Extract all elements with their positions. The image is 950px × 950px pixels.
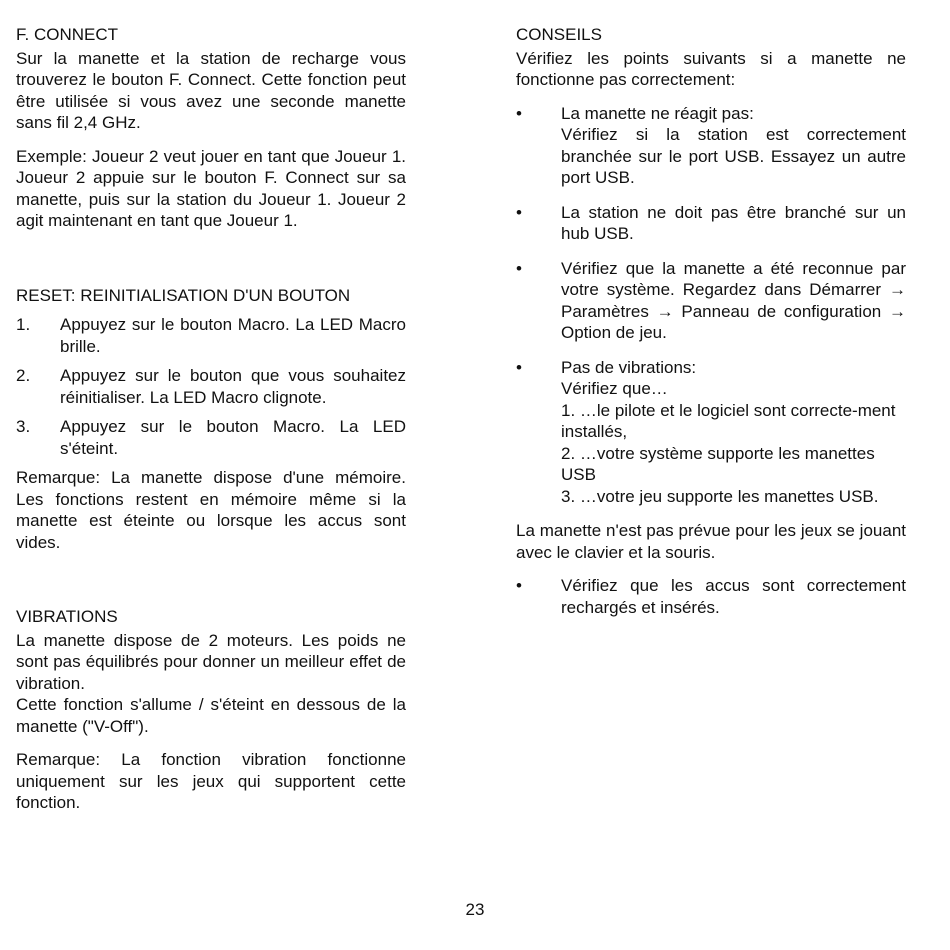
list-item [516,575,906,618]
right-column [516,24,906,631]
list-item [516,202,906,245]
reset-remark: Remarque: La manette dispose d'une mémoire. Les fonctions restent en mémoire même si la manette est éteinte ou lorsque les accus sont vides. [16,468,406,552]
bullet-icon: • [516,103,522,123]
conseils-intro: Vérifiez les points suivants si a manette ne fonctionne pas correctement: [516,48,906,89]
reset-steps [16,314,406,459]
vibrations-toggle-note: Cette fonction s'allume / s'éteint en dessous de la manette ("V-Off"). [16,695,406,736]
list-item-text: Pas de vibrations: Vérifiez que… 1. …le pilote et le logiciel sont correcte-ment installés, 2. …votre système supporte les manettes USB 3. …votre jeu supporte les manettes USB. [561,357,896,506]
list-item [516,258,906,344]
bullet-icon: • [516,576,522,595]
list-item-text: Vérifiez que la manette a été reconnue par votre système. Regardez dans Démarrer → Paramètres → Panneau de configuration → Option de jeu. [561,258,906,342]
step-text: Appuyez sur le bouton que vous souhaitez réinitialiser. La LED Macro clignote. [60,366,406,407]
step-text: Appuyez sur le bouton Macro. La LED Macro brille. [60,315,406,356]
reset-step [16,416,406,459]
conseils-list [516,103,906,508]
step-text: Appuyez sur le bouton Macro. La LED s'éteint. [60,417,406,458]
vibrations-heading: VIBRATIONS [16,607,118,626]
vibrations-paragraph: La manette dispose de 2 moteurs. Les poids ne sont pas équilibrés pour donner un meilleur effet de vibration. [16,630,406,693]
page-number: 23 [465,900,485,919]
reset-step [16,314,406,357]
conseils-list-2 [516,575,906,618]
bullet-icon: • [516,357,522,377]
reset-step [16,365,406,408]
step-number: 2. [16,366,31,385]
bullet-icon: • [516,258,522,278]
fconnect-paragraph: Sur la manette et la station de recharge vous trouverez le bouton F. Connect. Cette fonction peut être utilisée si vous avez une seconde manette sans fil 2,4 GHz. [16,48,406,132]
list-item [516,357,906,508]
vibrations-remark: Remarque: La fonction vibration fonctionne uniquement sur les jeux qui supportent cette fonction. [16,750,406,812]
list-item-text: La manette ne réagit pas: Vérifiez si la station est correctement branchée sur le port USB. Essayez un autre port USB. [561,103,906,187]
fconnect-example: Exemple: Joueur 2 veut jouer en tant que Joueur 1. Joueur 2 appuie sur le bouton F. Connect sur sa manette, puis sur la station du Joueur 1. Joueur 2 agit maintenant en tant que Joueur 1. [16,146,406,230]
fconnect-heading: F. CONNECT [16,25,118,44]
left-column [16,24,406,814]
list-item-text: Vérifiez que les accus sont correctement rechargés et insérés. [561,576,906,617]
conseils-note: La manette n'est pas prévue pour les jeux se jouant avec le clavier et la souris. [516,521,906,562]
fconnect-section [16,24,406,232]
reset-heading: RESET: REINITIALISATION D'UN BOUTON [16,285,351,305]
reset-section [16,285,406,554]
step-number: 3. [16,417,31,436]
list-item [516,103,906,189]
list-item-text: La station ne doit pas être branché sur un hub USB. [561,202,906,243]
bullet-icon: • [516,202,522,222]
step-number: 1. [16,315,31,334]
conseils-heading: CONSEILS [516,25,602,44]
vibrations-section [16,606,406,814]
